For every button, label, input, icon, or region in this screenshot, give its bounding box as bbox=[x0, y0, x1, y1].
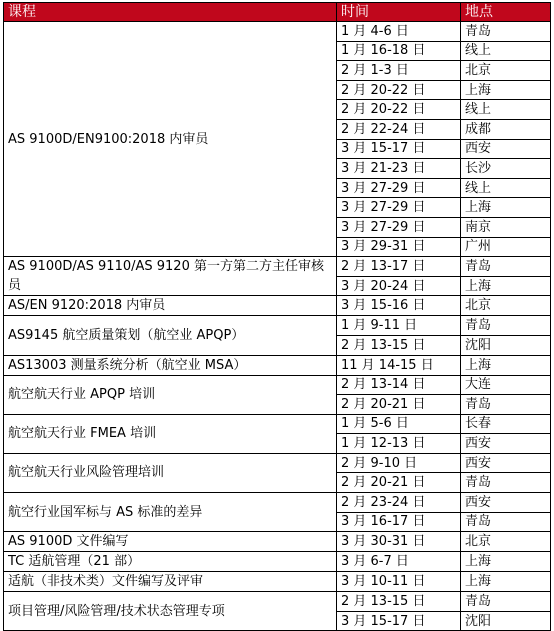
table-row bbox=[4, 493, 551, 513]
course-name: AS 9100D/AS 9110/AS 9120 第一方第二方主任审核员 bbox=[4, 257, 337, 296]
session-location: 北京 bbox=[461, 296, 551, 316]
header-row bbox=[4, 3, 551, 22]
session-time: 2 月 9-10 日 bbox=[337, 453, 461, 473]
session-time: 2 月 23-24 日 bbox=[337, 493, 461, 513]
header-course: 课程 bbox=[4, 3, 337, 22]
table-row bbox=[4, 375, 551, 395]
course-schedule-table bbox=[3, 2, 551, 631]
session-time: 1 月 12-13 日 bbox=[337, 434, 461, 454]
session-time: 2 月 20-22 日 bbox=[337, 100, 461, 120]
course-name: AS13003 测量系统分析（航空业 MSA） bbox=[4, 355, 337, 375]
session-time: 3 月 20-24 日 bbox=[337, 276, 461, 296]
session-time: 3 月 29-31 日 bbox=[337, 237, 461, 257]
session-time: 3 月 15-17 日 bbox=[337, 139, 461, 159]
session-location: 西安 bbox=[461, 139, 551, 159]
session-location: 西安 bbox=[461, 434, 551, 454]
session-time: 2 月 13-15 日 bbox=[337, 335, 461, 355]
table-header bbox=[4, 3, 551, 22]
session-location: 上海 bbox=[461, 80, 551, 100]
session-location: 青岛 bbox=[461, 316, 551, 336]
session-time: 2 月 20-21 日 bbox=[337, 473, 461, 493]
session-location: 西安 bbox=[461, 493, 551, 513]
session-time: 3 月 10-11 日 bbox=[337, 572, 461, 592]
session-location: 大连 bbox=[461, 375, 551, 395]
session-time: 1 月 16-18 日 bbox=[337, 41, 461, 61]
table-row bbox=[4, 552, 551, 572]
session-time: 3 月 16-17 日 bbox=[337, 512, 461, 532]
session-location: 广州 bbox=[461, 237, 551, 257]
session-location: 青岛 bbox=[461, 512, 551, 532]
table-row bbox=[4, 572, 551, 592]
session-location: 南京 bbox=[461, 217, 551, 237]
course-name: AS 9100D 文件编写 bbox=[4, 532, 337, 552]
session-location: 上海 bbox=[461, 198, 551, 218]
session-location: 长春 bbox=[461, 414, 551, 434]
session-location: 青岛 bbox=[461, 257, 551, 277]
session-time: 3 月 27-29 日 bbox=[337, 178, 461, 198]
session-time: 1 月 9-11 日 bbox=[337, 316, 461, 336]
session-location: 沈阳 bbox=[461, 335, 551, 355]
table-row bbox=[4, 414, 551, 434]
session-time: 3 月 21-23 日 bbox=[337, 159, 461, 179]
table-row bbox=[4, 316, 551, 336]
session-time: 2 月 13-17 日 bbox=[337, 257, 461, 277]
session-location: 上海 bbox=[461, 552, 551, 572]
session-location: 北京 bbox=[461, 61, 551, 81]
table-body bbox=[4, 22, 551, 631]
course-name: AS9145 航空质量策划（航空业 APQP） bbox=[4, 316, 337, 355]
session-time: 2 月 22-24 日 bbox=[337, 119, 461, 139]
session-location: 青岛 bbox=[461, 592, 551, 612]
session-location: 线上 bbox=[461, 100, 551, 120]
table-row bbox=[4, 296, 551, 316]
table-row bbox=[4, 453, 551, 473]
course-name: 项目管理/风险管理/技术状态管理专项 bbox=[4, 592, 337, 631]
session-time: 2 月 1-3 日 bbox=[337, 61, 461, 81]
session-time: 3 月 27-29 日 bbox=[337, 217, 461, 237]
table-row bbox=[4, 592, 551, 612]
session-time: 1 月 4-6 日 bbox=[337, 22, 461, 42]
session-time: 2 月 20-21 日 bbox=[337, 395, 461, 415]
session-time: 2 月 20-22 日 bbox=[337, 80, 461, 100]
schedule-table-container bbox=[3, 2, 551, 631]
session-location: 西安 bbox=[461, 453, 551, 473]
session-location: 上海 bbox=[461, 355, 551, 375]
course-name: 适航（非技术类）文件编写及评审 bbox=[4, 572, 337, 592]
session-location: 沈阳 bbox=[461, 611, 551, 631]
session-location: 北京 bbox=[461, 532, 551, 552]
session-time: 2 月 13-14 日 bbox=[337, 375, 461, 395]
session-location: 青岛 bbox=[461, 22, 551, 42]
course-name: 航空航天行业 APQP 培训 bbox=[4, 375, 337, 414]
session-time: 11 月 14-15 日 bbox=[337, 355, 461, 375]
course-name: AS/EN 9120:2018 内审员 bbox=[4, 296, 337, 316]
course-name: 航空航天行业风险管理培训 bbox=[4, 453, 337, 492]
table-row bbox=[4, 355, 551, 375]
session-location: 上海 bbox=[461, 276, 551, 296]
session-location: 长沙 bbox=[461, 159, 551, 179]
session-time: 2 月 13-15 日 bbox=[337, 592, 461, 612]
course-name: TC 适航管理（21 部） bbox=[4, 552, 337, 572]
course-name: AS 9100D/EN9100:2018 内审员 bbox=[4, 22, 337, 257]
session-time: 3 月 27-29 日 bbox=[337, 198, 461, 218]
session-time: 3 月 15-17 日 bbox=[337, 611, 461, 631]
session-time: 3 月 6-7 日 bbox=[337, 552, 461, 572]
table-row bbox=[4, 22, 551, 42]
table-row bbox=[4, 257, 551, 277]
session-location: 线上 bbox=[461, 178, 551, 198]
course-name: 航空航天行业 FMEA 培训 bbox=[4, 414, 337, 453]
session-time: 3 月 15-16 日 bbox=[337, 296, 461, 316]
header-time: 时间 bbox=[337, 3, 461, 22]
session-location: 线上 bbox=[461, 41, 551, 61]
session-time: 3 月 30-31 日 bbox=[337, 532, 461, 552]
header-location: 地点 bbox=[461, 3, 551, 22]
session-time: 1 月 5-6 日 bbox=[337, 414, 461, 434]
session-location: 青岛 bbox=[461, 473, 551, 493]
table-row bbox=[4, 532, 551, 552]
session-location: 成都 bbox=[461, 119, 551, 139]
course-name: 航空行业国军标与 AS 标准的差异 bbox=[4, 493, 337, 532]
session-location: 青岛 bbox=[461, 395, 551, 415]
session-location: 上海 bbox=[461, 572, 551, 592]
